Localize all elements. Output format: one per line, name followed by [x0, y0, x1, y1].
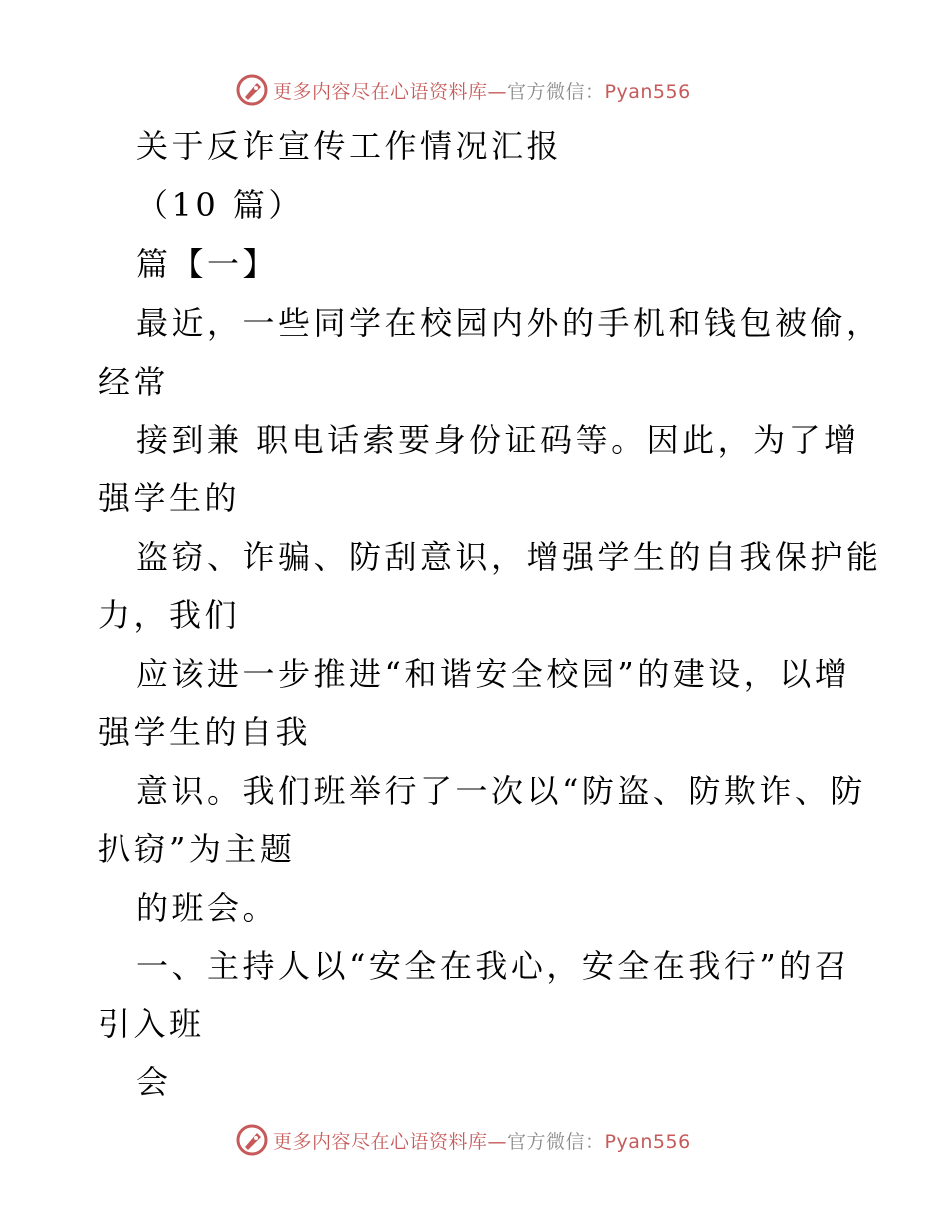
document-title: 关于反诈宣传工作情况汇报	[136, 127, 563, 165]
text-line: 意识。我们班举行了一次以“防盗、防欺诈、防	[136, 772, 866, 810]
text-line: 经常	[98, 363, 170, 401]
footer-watermark	[235, 1122, 735, 1158]
text-line: 接到兼 职电话索要身份证码等。因此，为了增	[136, 421, 860, 459]
text-line: 力，我们	[98, 596, 241, 634]
text-line: 强学生的	[98, 479, 241, 517]
text-line: 强学生的自我	[98, 713, 312, 751]
pen-nib-logo-icon	[235, 1123, 269, 1157]
text-line: 盗窃、诈骗、防刮意识，增强学生的自我保护能	[136, 538, 882, 576]
text-line: 最近，一些同学在校园内外的手机和钱包被偷，	[136, 304, 882, 342]
text-line: 扒窃”为主题	[98, 830, 296, 868]
watermark-text: 更多内容尽在心语资料库—官方微信：Pyan556	[273, 80, 691, 103]
text-line: 的班会。	[136, 889, 279, 927]
text-line: 一、主持人以“安全在我心，安全在我行”的召	[136, 947, 851, 985]
text-line: 引入班	[98, 1005, 205, 1043]
text-line: 应该进一步推进“和谐安全校园”的建设，以增	[136, 655, 851, 693]
text-line: 会	[136, 1063, 172, 1101]
watermark-text: 更多内容尽在心语资料库—官方微信：Pyan556	[273, 1130, 691, 1153]
document-subtitle: （10 篇）	[136, 186, 304, 224]
section-heading: 篇【一】	[136, 245, 279, 283]
